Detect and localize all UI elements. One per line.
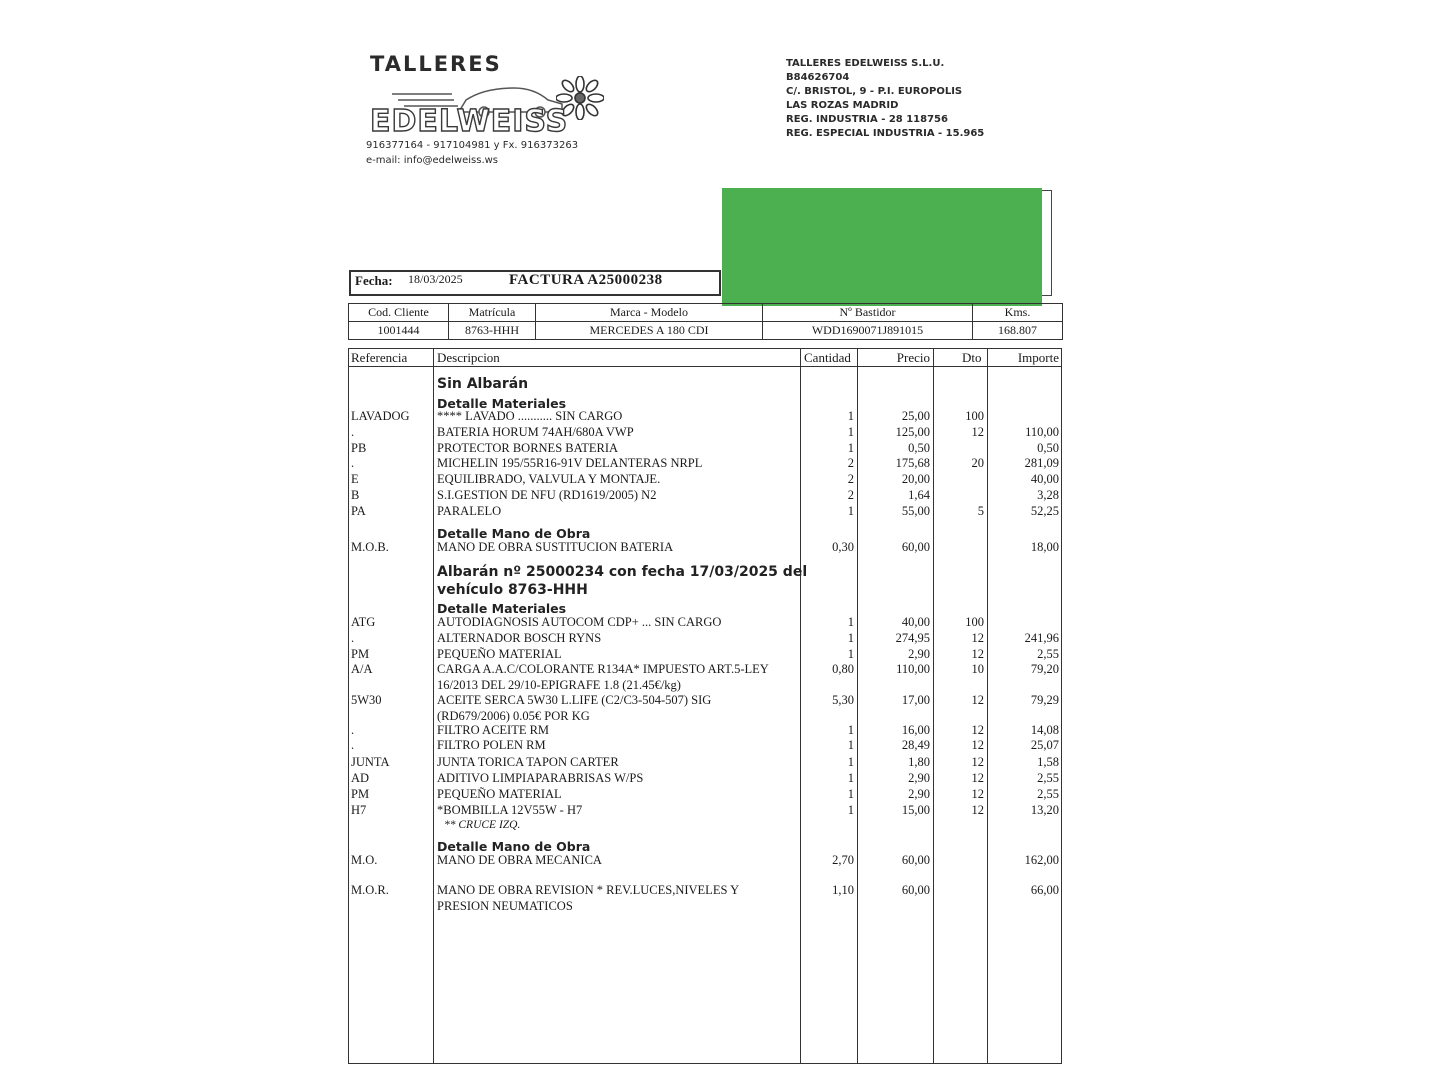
section-detalle-mano-obra: Detalle Mano de Obra: [437, 839, 591, 854]
line-ref: E: [351, 472, 359, 486]
line-ref: H7: [351, 803, 367, 817]
line-ref: PA: [351, 504, 366, 518]
header-bastidor: Nº Bastidor: [763, 304, 973, 322]
line-dto: 12: [971, 755, 984, 769]
table-row: [0, 723, 1440, 739]
table-row: [0, 472, 1440, 488]
line-precio: 15,00: [901, 803, 930, 817]
header-divider: [348, 366, 1062, 367]
line-ref: JUNTA: [351, 755, 390, 769]
company-cif: B84626704: [786, 72, 850, 83]
line-description: EQUILIBRADO, VALVULA Y MONTAJE.: [437, 472, 661, 486]
section-detalle-materiales: Detalle Materiales: [437, 601, 567, 616]
line-ref: .: [351, 738, 355, 752]
line-dto: 12: [971, 787, 984, 801]
logo-talleres: TALLERES: [370, 52, 502, 76]
line-dto: 12: [971, 647, 984, 661]
line-cantidad: 2: [847, 472, 854, 486]
line-importe: 2,55: [1037, 787, 1059, 801]
section-albaran-title: Albarán nº 25000234 con fecha 17/03/2025 del: [437, 564, 808, 580]
company-city: LAS ROZAS MADRID: [786, 100, 899, 111]
line-description: BATERIA HORUM 74AH/680A VWP: [437, 425, 634, 439]
line-precio: 1,64: [908, 488, 930, 502]
bastidor-value: WDD1690071J891015: [763, 322, 973, 340]
line-description: **** LAVADO ........... SIN CARGO: [437, 409, 623, 423]
header-cod-cliente: Cod. Cliente: [349, 304, 449, 322]
line-precio: 60,00: [901, 883, 930, 897]
header-kms: Kms.: [973, 304, 1063, 322]
line-ref: M.O.B.: [351, 540, 389, 554]
line-cantidad: 1: [847, 723, 854, 737]
table-row: [0, 540, 1440, 556]
table-row: [0, 803, 1440, 819]
line-cantidad: 1: [847, 738, 854, 752]
line-description: S.I.GESTION DE NFU (RD1619/2005) N2: [437, 488, 657, 502]
line-cantidad: 0,80: [832, 662, 854, 676]
table-row: [0, 853, 1440, 869]
table-row: [0, 755, 1440, 771]
table-row: [0, 662, 1440, 692]
line-precio: 60,00: [901, 853, 930, 867]
section-detalle-materiales: Detalle Materiales: [437, 396, 567, 411]
line-importe: 241,96: [1024, 631, 1059, 645]
line-precio: 2,90: [908, 771, 930, 785]
table-row: [0, 883, 1440, 913]
line-description: MANO DE OBRA REVISION * REV.LUCES,NIVELES Y: [437, 883, 740, 897]
line-cantidad: 1: [847, 615, 854, 629]
line-importe: 281,09: [1024, 456, 1059, 470]
line-cantidad: 2,70: [832, 853, 854, 867]
line-dto: 12: [971, 771, 984, 785]
logo-edelweiss: EDELWEISS: [370, 104, 569, 139]
section-albaran-vehicle: vehículo 8763-HHH: [437, 582, 588, 598]
line-cantidad: 1: [847, 771, 854, 785]
line-cantidad: 1: [847, 755, 854, 769]
line-cantidad: 1: [847, 787, 854, 801]
line-importe: 25,07: [1030, 738, 1059, 752]
line-cantidad: 1: [847, 409, 854, 423]
line-ref: .: [351, 723, 355, 737]
column-header-precio: Precio: [896, 350, 930, 365]
line-description: PARALELO: [437, 504, 502, 518]
line-cantidad: 1: [847, 441, 854, 455]
redacted-customer-block: [722, 188, 1042, 306]
line-importe: 40,00: [1030, 472, 1059, 486]
column-header-importe: Importe: [1017, 350, 1059, 365]
table-row: [0, 693, 1440, 723]
line-importe: 162,00: [1024, 853, 1059, 867]
line-cantidad: 1: [847, 647, 854, 661]
table-row: [0, 647, 1440, 663]
section-sin-albaran: Sin Albarán: [437, 376, 529, 392]
line-description: CARGA A.A.C/COLORANTE R134A* IMPUESTO ART.5-LEY: [437, 662, 769, 676]
line-description: ADITIVO LIMPIAPARABRISAS W/PS: [437, 771, 644, 785]
line-description: MICHELIN 195/55R16-91V DELANTERAS NRPL: [437, 456, 703, 470]
line-cantidad: 1: [847, 425, 854, 439]
line-description: AUTODIAGNOSIS AUTOCOM CDP+ ... SIN CARGO: [437, 615, 722, 629]
bombilla-note: ** CRUCE IZQ.: [444, 819, 521, 831]
line-ref: .: [351, 456, 355, 470]
email-address: e-mail: info@edelweiss.ws: [366, 155, 499, 166]
line-ref: AD: [351, 771, 370, 785]
line-precio: 0,50: [908, 441, 930, 455]
marca-modelo-value: MERCEDES A 180 CDI: [536, 322, 763, 340]
line-precio: 55,00: [901, 504, 930, 518]
line-ref: ATG: [351, 615, 376, 629]
line-cantidad: 1: [847, 803, 854, 817]
line-importe: 18,00: [1030, 540, 1059, 554]
line-precio: 2,90: [908, 647, 930, 661]
line-precio: 16,00: [901, 723, 930, 737]
line-ref: .: [351, 425, 355, 439]
line-dto: 12: [971, 803, 984, 817]
line-importe: 2,55: [1037, 647, 1059, 661]
company-details: [786, 57, 984, 141]
line-description: PEQUEÑO MATERIAL: [437, 787, 562, 801]
date-label: Fecha:: [355, 273, 393, 288]
line-cantidad: 2: [847, 488, 854, 502]
table-row: [0, 441, 1440, 457]
line-dto: 12: [971, 693, 984, 707]
line-description: ACEITE SERCA 5W30 L.LIFE (C2/C3-504-507) SIG: [437, 693, 712, 707]
line-dto: 12: [971, 631, 984, 645]
line-importe: 110,00: [1025, 425, 1059, 439]
line-cantidad: 1,10: [832, 883, 854, 897]
line-dto: 100: [965, 615, 984, 629]
line-importe: 0,50: [1037, 441, 1059, 455]
line-description: MANO DE OBRA MECANICA: [437, 853, 602, 867]
column-header-dto: Dto: [962, 350, 982, 365]
section-detalle-mano-obra: Detalle Mano de Obra: [437, 526, 591, 541]
company-address: C/. BRISTOL, 9 - P.I. EUROPOLIS: [786, 86, 963, 97]
line-precio: 28,49: [901, 738, 930, 752]
line-importe: 1,58: [1037, 755, 1059, 769]
table-row: [0, 488, 1440, 504]
line-ref: M.O.R.: [351, 883, 389, 897]
line-importe: 79,29: [1030, 693, 1059, 707]
vehicle-value-row: [349, 322, 1063, 340]
line-ref: B: [351, 488, 360, 502]
line-importe: 3,28: [1037, 488, 1059, 502]
line-ref: LAVADOG: [351, 409, 410, 423]
kms-value: 168.807: [973, 322, 1063, 340]
line-importe: 79,20: [1030, 662, 1059, 676]
line-precio: 2,90: [908, 787, 930, 801]
line-precio: 274,95: [895, 631, 930, 645]
header-matricula: Matrícula: [449, 304, 536, 322]
line-dto: 10: [971, 662, 984, 676]
line-description: JUNTA TORICA TAPON CARTER: [437, 755, 619, 769]
line-precio: 60,00: [901, 540, 930, 554]
line-precio: 17,00: [901, 693, 930, 707]
line-importe: 66,00: [1030, 883, 1059, 897]
column-header-referencia: Referencia: [351, 350, 408, 365]
line-description: *BOMBILLA 12V55W - H7: [437, 803, 583, 817]
table-row: [0, 615, 1440, 631]
line-cantidad: 1: [847, 504, 854, 518]
cod-cliente-value: 1001444: [349, 322, 449, 340]
vehicle-table: [348, 303, 1063, 340]
table-row: [0, 425, 1440, 441]
line-cantidad: 0,30: [832, 540, 854, 554]
line-dto: 5: [977, 504, 984, 518]
customer-box-border: [1041, 190, 1052, 296]
line-description: PROTECTOR BORNES BATERIA: [437, 441, 619, 455]
line-importe: 52,25: [1030, 504, 1059, 518]
table-row: [0, 738, 1440, 754]
line-description: ALTERNADOR BOSCH RYNS: [437, 631, 602, 645]
table-row: [0, 456, 1440, 472]
company-reg-especial: REG. ESPECIAL INDUSTRIA - 15.965: [786, 128, 985, 139]
line-description-cont: (RD679/2006) 0.05€ POR KG: [437, 709, 590, 723]
header-marca-modelo: Marca - Modelo: [536, 304, 763, 322]
matricula-value: 8763-HHH: [449, 322, 536, 340]
line-ref: M.O.: [351, 853, 378, 867]
line-description-cont: 16/2013 DEL 29/10-EPIGRAFE 1.8 (21.45€/kg): [437, 678, 681, 692]
line-ref: .: [351, 631, 355, 645]
line-description: FILTRO POLEN RM: [437, 738, 546, 752]
invoice-date: 18/03/2025: [408, 272, 463, 286]
line-precio: 20,00: [901, 472, 930, 486]
line-ref: PB: [351, 441, 367, 455]
line-description: FILTRO ACEITE RM: [437, 723, 550, 737]
line-dto: 20: [971, 456, 984, 470]
line-dto: 12: [971, 425, 984, 439]
line-description: MANO DE OBRA SUSTITUCION BATERIA: [437, 540, 674, 554]
vehicle-header-row: [349, 304, 1063, 322]
line-importe: 14,08: [1030, 723, 1059, 737]
table-row: [0, 631, 1440, 647]
column-header-cantidad: Cantidad: [804, 350, 851, 365]
line-precio: 40,00: [901, 615, 930, 629]
company-reg-industria: REG. INDUSTRIA - 28 118756: [786, 114, 948, 125]
invoice-number: FACTURA A25000238: [509, 272, 663, 288]
line-ref: PM: [351, 647, 370, 661]
line-dto: 100: [965, 409, 984, 423]
line-description-cont: PRESION NEUMATICOS: [437, 899, 573, 913]
line-cantidad: 5,30: [832, 693, 854, 707]
line-description: PEQUEÑO MATERIAL: [437, 647, 562, 661]
line-ref: PM: [351, 787, 370, 801]
table-row: [0, 771, 1440, 787]
line-precio: 25,00: [901, 409, 930, 423]
company-name: TALLERES EDELWEISS S.L.U.: [786, 58, 945, 69]
line-importe: 2,55: [1037, 771, 1059, 785]
line-cantidad: 2: [847, 456, 854, 470]
table-row: [0, 409, 1440, 425]
line-ref: 5W30: [351, 693, 382, 707]
line-dto: 12: [971, 723, 984, 737]
table-row: [0, 504, 1440, 520]
line-precio: 1,80: [908, 755, 930, 769]
line-precio: 110,00: [896, 662, 930, 676]
line-cantidad: 1: [847, 631, 854, 645]
line-ref: A/A: [351, 662, 373, 676]
column-header-descripcion: Descripcion: [437, 350, 500, 365]
line-precio: 125,00: [895, 425, 930, 439]
line-precio: 175,68: [895, 456, 930, 470]
line-dto: 12: [971, 738, 984, 752]
line-importe: 13,20: [1030, 803, 1059, 817]
phone-numbers: 916377164 - 917104981 y Fx. 916373263: [366, 140, 579, 151]
table-row: [0, 787, 1440, 803]
